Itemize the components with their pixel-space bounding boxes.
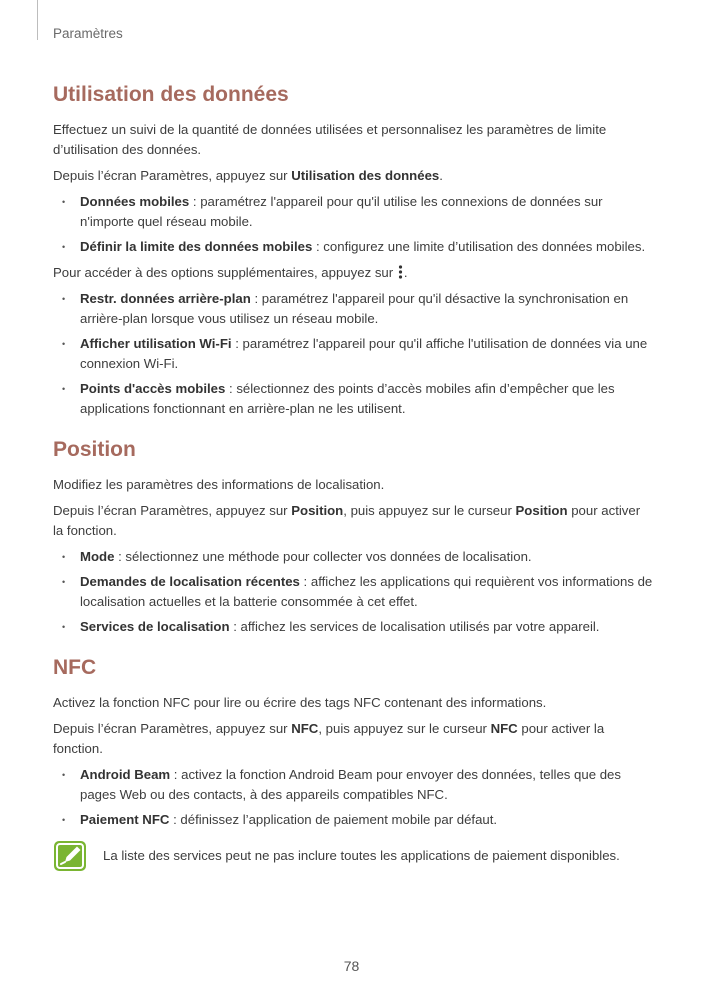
list-item: • Afficher utilisation Wi-Fi : paramétrez l'appareil pour qu'il affiche l'utilisation de données via une connexion Wi-Fi.: [53, 334, 653, 374]
data-usage-more-instruction: Pour accéder à des options supplémentaires, appuyez sur .: [53, 265, 408, 280]
position-list: [53, 547, 653, 637]
position-intro: Modifiez les paramètres des informations de localisation.: [53, 477, 385, 492]
nfc-instruction: Depuis l’écran Paramètres, appuyez sur NFC, puis appuyez sur le curseur NFC pour activer la fonction.: [53, 721, 605, 756]
data-usage-list: [53, 192, 653, 257]
section-position: [53, 437, 653, 637]
section-title-position: Position: [53, 438, 136, 461]
position-instruction: Depuis l’écran Paramètres, appuyez sur Position, puis appuyez sur le curseur Position pour activer la fonction.: [53, 503, 641, 538]
note-box: [53, 840, 653, 874]
note-text: La liste des services peut ne pas inclure toutes les applications de paiement disponibles.: [103, 848, 620, 863]
page-header: Paramètres: [53, 26, 123, 41]
margin-line: [37, 0, 38, 40]
data-usage-intro: Effectuez un suivi de la quantité de données utilisées et personnalisez les paramètres de limite d’utilisation des données.: [53, 122, 607, 157]
nfc-intro: Activez la fonction NFC pour lire ou écrire des tags NFC contenant des informations.: [53, 695, 547, 710]
list-item: • Restr. données arrière-plan : paramétrez l'appareil pour qu'il désactive la synchronisation en arrière-plan lorsque vous utilisez un réseau mobile.: [53, 289, 653, 329]
section-nfc: [53, 655, 653, 874]
list-item: • Services de localisation : affichez les services de localisation utilisés par votre appareil.: [53, 617, 653, 637]
note-pencil-icon: [53, 840, 87, 872]
list-item: • Données mobiles : paramétrez l'appareil pour qu'il utilise les connexions de données sur n'importe quel réseau mobile.: [53, 192, 653, 232]
data-usage-instruction: Depuis l’écran Paramètres, appuyez sur Utilisation des données.: [53, 168, 443, 183]
list-item: • Mode : sélectionnez une méthode pour collecter vos données de localisation.: [53, 547, 653, 567]
list-item: • Points d'accès mobiles : sélectionnez des points d’accès mobiles afin d’empêcher que les applications fonctionnant en arrière-plan ne les utilisent.: [53, 379, 653, 419]
page-number: 78: [343, 958, 360, 974]
more-options-icon: [398, 265, 403, 279]
section-title-data-usage: Utilisation des données: [53, 83, 289, 106]
list-item: • Paiement NFC : définissez l’application de paiement mobile par défaut.: [53, 810, 653, 830]
nfc-list: [53, 765, 653, 830]
page-content: [53, 82, 653, 892]
section-title-nfc: NFC: [53, 656, 97, 679]
data-usage-more-list: [53, 289, 653, 419]
list-item: • Définir la limite des données mobiles : configurez une limite d’utilisation des données mobiles.: [53, 237, 653, 257]
list-item: • Android Beam : activez la fonction Android Beam pour envoyer des données, telles que des pages Web ou des contacts, à des appareils compatibles NFC.: [53, 765, 653, 805]
list-item: • Demandes de localisation récentes : affichez les applications qui requièrent vos informations de localisation actuelles et la batterie consommée à cet effet.: [53, 572, 653, 612]
section-data-usage: [53, 82, 653, 419]
